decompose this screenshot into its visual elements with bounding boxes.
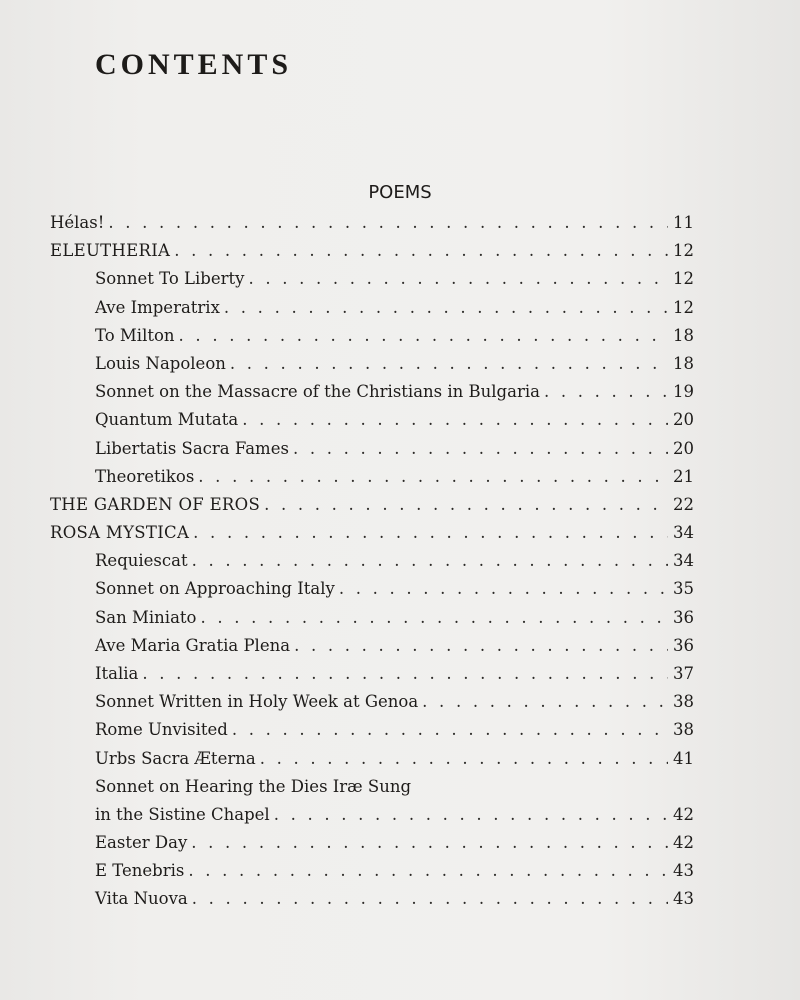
leader-dots bbox=[108, 209, 668, 237]
entry-title: Ave Maria Gratia Plena bbox=[95, 635, 291, 655]
entry-page-number: 35 bbox=[673, 579, 694, 599]
entry-title: Sonnet on Approaching Italy bbox=[95, 579, 335, 599]
leader-dots bbox=[260, 745, 668, 773]
toc-entry bbox=[50, 519, 694, 547]
entry-title: Sonnet on Hearing the Dies Iræ Sung bbox=[95, 776, 412, 796]
toc-entry bbox=[50, 745, 694, 773]
entry-page-number: 22 bbox=[673, 494, 694, 514]
toc-entry bbox=[50, 660, 694, 688]
entry-page-number: 42 bbox=[673, 832, 694, 852]
entry-page-number: 43 bbox=[673, 861, 694, 881]
entry-page-number: 21 bbox=[673, 466, 694, 486]
toc-entry bbox=[50, 463, 694, 491]
leader-dots bbox=[294, 632, 668, 660]
entry-page-number: 37 bbox=[673, 664, 694, 683]
entry-page-number: 12 bbox=[673, 241, 694, 261]
entry-title: Italia bbox=[95, 664, 139, 683]
entry-title: Sonnet on the Massacre of the Christians in Bulgaria bbox=[95, 382, 540, 402]
entry-page-number: 41 bbox=[673, 748, 694, 768]
entry-title: Urbs Sacra Æterna bbox=[95, 748, 256, 768]
leader-dots bbox=[248, 265, 668, 293]
entry-page-number: 18 bbox=[673, 325, 694, 345]
entry-page-number: 12 bbox=[673, 297, 694, 317]
leader-dots bbox=[422, 688, 668, 716]
entry-title: Easter Day bbox=[95, 832, 188, 852]
entry-title: ROSA MYSTICA bbox=[50, 523, 190, 543]
leader-dots bbox=[201, 604, 669, 632]
entry-title: Hélas! bbox=[50, 213, 105, 232]
leader-dots bbox=[274, 801, 668, 829]
toc-entry-first-line bbox=[50, 773, 694, 801]
toc-entry bbox=[50, 378, 694, 406]
leader-dots bbox=[142, 660, 668, 688]
entry-page-number: 36 bbox=[673, 635, 694, 655]
entry-title: Sonnet Written in Holy Week at Genoa bbox=[95, 692, 419, 712]
entry-title: in the Sistine Chapel bbox=[95, 804, 270, 824]
entry-title: E Tenebris bbox=[95, 861, 185, 881]
entry-title: Quantum Mutata bbox=[95, 410, 239, 430]
toc-entry bbox=[50, 604, 694, 632]
toc-entry bbox=[50, 209, 694, 237]
entry-title: Rome Unvisited bbox=[95, 720, 228, 740]
toc-entry bbox=[50, 491, 694, 519]
toc-entry bbox=[50, 688, 694, 716]
entry-title: San Miniato bbox=[95, 607, 197, 627]
entry-title: ELEUTHERIA bbox=[50, 241, 171, 261]
toc-entry bbox=[50, 406, 694, 434]
entry-title: Ave Imperatrix bbox=[95, 297, 220, 317]
toc-entry bbox=[50, 435, 694, 463]
leader-dots bbox=[192, 547, 668, 575]
entry-page-number: 43 bbox=[673, 889, 694, 909]
leader-dots bbox=[224, 294, 668, 322]
leader-dots bbox=[339, 575, 668, 603]
entry-title: Theoretikos bbox=[95, 466, 195, 486]
toc-entry bbox=[50, 575, 694, 603]
entry-page-number: 20 bbox=[673, 438, 694, 458]
leader-dots bbox=[192, 885, 668, 913]
toc-entry bbox=[50, 294, 694, 322]
leader-dots bbox=[193, 519, 668, 547]
entry-page-number: 18 bbox=[673, 353, 694, 373]
entry-page-number: 19 bbox=[673, 382, 694, 402]
leader-dots bbox=[174, 237, 668, 265]
entry-title: THE GARDEN OF EROS bbox=[50, 494, 261, 514]
entry-page-number: 36 bbox=[673, 607, 694, 627]
table-of-contents bbox=[50, 209, 694, 914]
entry-title: To Milton bbox=[95, 325, 175, 345]
toc-entry bbox=[50, 801, 694, 829]
toc-entry bbox=[50, 632, 694, 660]
leader-dots bbox=[232, 716, 668, 744]
leader-dots bbox=[293, 435, 668, 463]
toc-entry bbox=[50, 829, 694, 857]
toc-entry bbox=[50, 857, 694, 885]
entry-page-number: 34 bbox=[673, 523, 694, 543]
toc-entry bbox=[50, 237, 694, 265]
toc-entry bbox=[50, 265, 694, 293]
leader-dots bbox=[264, 491, 668, 519]
entry-page-number: 20 bbox=[673, 410, 694, 430]
leader-dots bbox=[191, 829, 668, 857]
entry-page-number: 11 bbox=[673, 213, 694, 232]
leader-dots bbox=[179, 322, 668, 350]
leader-dots bbox=[188, 857, 668, 885]
section-title: POEMS bbox=[368, 182, 432, 203]
toc-entry bbox=[50, 322, 694, 350]
entry-page-number: 38 bbox=[673, 692, 694, 712]
toc-entry bbox=[50, 885, 694, 913]
toc-entry bbox=[50, 350, 694, 378]
entry-page-number: 12 bbox=[673, 269, 694, 289]
entry-title: Vita Nuova bbox=[95, 889, 188, 909]
entry-page-number: 42 bbox=[673, 804, 694, 824]
leader-dots bbox=[242, 406, 668, 434]
entry-title: Sonnet To Liberty bbox=[95, 269, 245, 289]
leader-dots bbox=[544, 378, 668, 406]
toc-entry bbox=[50, 547, 694, 575]
leader-dots bbox=[230, 350, 668, 378]
contents-heading: CONTENTS bbox=[95, 48, 293, 81]
leader-dots bbox=[198, 463, 668, 491]
entry-title: Louis Napoleon bbox=[95, 353, 226, 373]
entry-title: Requiescat bbox=[95, 551, 188, 571]
entry-page-number: 38 bbox=[673, 720, 694, 740]
toc-entry bbox=[50, 716, 694, 744]
entry-page-number: 34 bbox=[673, 551, 694, 571]
entry-title: Libertatis Sacra Fames bbox=[95, 438, 289, 458]
